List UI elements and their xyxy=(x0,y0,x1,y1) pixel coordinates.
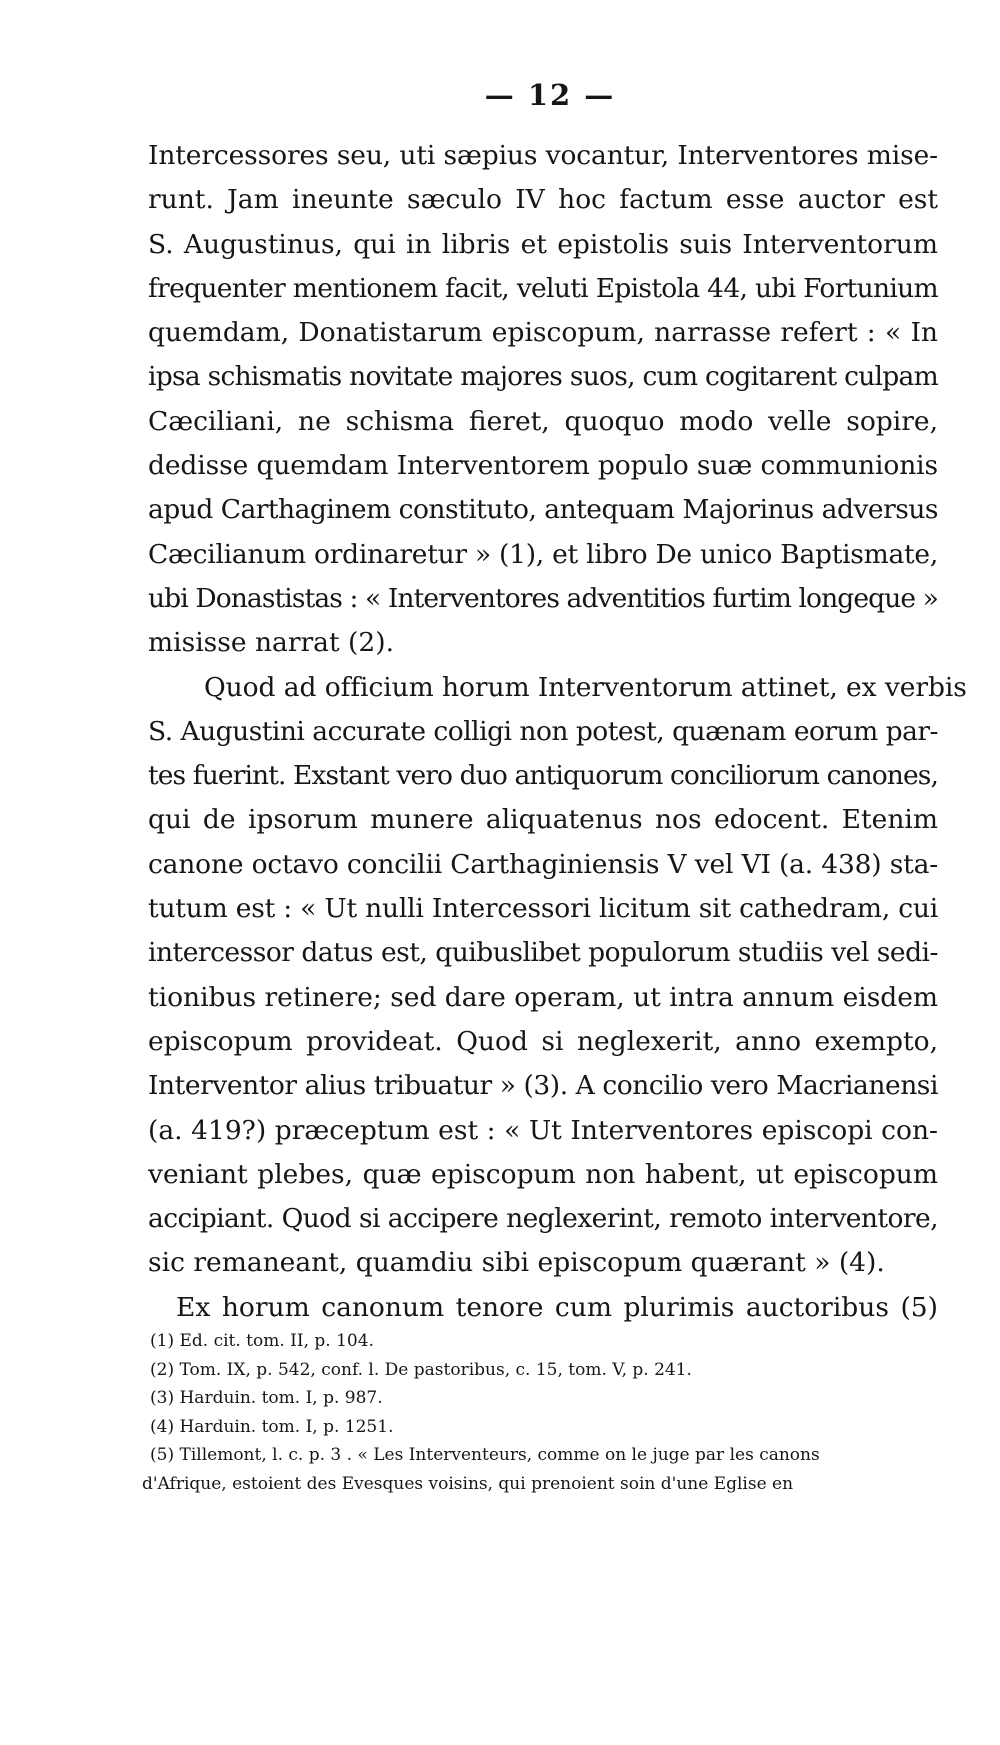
page-number: — 12 — xyxy=(484,78,616,112)
text-line: Intercessores seu, uti sæpius vocantur, Interventores mise- xyxy=(148,140,938,171)
text-line: S. Augustinus, qui in libris et epistolis suis Interventorum xyxy=(148,228,938,260)
text-line: misisse narrat (2). xyxy=(148,627,395,659)
paragraph-2 xyxy=(148,666,967,1286)
paragraph-3 xyxy=(148,1286,938,1330)
footnote: (3) Harduin. tom. I, p. 987. xyxy=(150,1388,383,1408)
text-line: apud Carthaginem constituto, antequam Majorinus adversus xyxy=(148,494,938,526)
footnote: (1) Ed. cit. tom. II, p. 104. xyxy=(150,1331,374,1351)
text-line: Ex horum canonum tenore cum plurimis auctoribus (5) xyxy=(176,1291,938,1323)
footnotes xyxy=(142,1327,940,1498)
text-line: Quod ad officium horum Interventorum attinet, ex verbis xyxy=(204,671,967,703)
footnote-continuation: d'Afrique, estoient des Evesques voisins, qui prenoient soin d'une Eglise en xyxy=(142,1473,794,1494)
text-line: veniant plebes, quæ episcopum non habent, ut episcopum xyxy=(148,1158,938,1190)
paragraph-1 xyxy=(148,134,938,666)
footnote: (5) Tillemont, l. c. p. 3 . « Les Interventeurs, comme on le juge par les canons xyxy=(150,1445,820,1465)
text-line: tutum est : « Ut nulli Intercessori licitum sit cathedram, cui xyxy=(148,893,938,925)
text-line: Interventor alius tribuatur » (3). A concilio vero Macrianensi xyxy=(148,1070,938,1102)
text-line: Cæcilianum ordinaretur » (1), et libro De unico Baptismate, xyxy=(148,538,938,570)
text-line: quemdam, Donatistarum episcopum, narrasse refert : « In xyxy=(148,317,938,349)
footnote: (4) Harduin. tom. I, p. 1251. xyxy=(150,1416,394,1437)
text-line: sic remaneant, quamdiu sibi episcopum quærant » (4). xyxy=(148,1247,885,1279)
text-line: episcopum provideat. Quod si neglexerit, anno exempto, xyxy=(148,1025,938,1057)
main-text xyxy=(148,134,967,1330)
text-line: Cæciliani, ne schisma fieret, quoquo modo velle sopire, xyxy=(148,405,938,437)
text-line: runt. Jam ineunte sæculo IV hoc factum esse auctor est xyxy=(148,184,938,216)
text-line: canone octavo concilii Carthaginiensis V vel VI (a. 438) sta- xyxy=(148,848,938,880)
text-line: intercessor datus est, quibuslibet populorum studiis vel sedi- xyxy=(148,937,938,969)
text-line: (a. 419?) præceptum est : « Ut Interventores episcopi con- xyxy=(148,1114,938,1146)
text-line: qui de ipsorum munere aliquatenus nos edocent. Etenim xyxy=(148,804,938,836)
text-line: ubi Donastistas : « Interventores adventitios furtim longeque » xyxy=(148,582,938,614)
text-line: tionibus retinere; sed dare operam, ut intra annum eisdem xyxy=(148,981,938,1013)
text-line: dedisse quemdam Interventorem populo suæ communionis xyxy=(148,450,938,482)
text-line: ipsa schismatis novitate majores suos, cum cogitarent culpam xyxy=(148,361,938,393)
footnote: (2) Tom. IX, p. 542, conf. l. De pastoribus, c. 15, tom. V, p. 241. xyxy=(150,1359,692,1380)
text-line: frequenter mentionem facit, veluti Epistola 44, ubi Fortunium xyxy=(148,272,938,304)
text-line: tes fuerint. Exstant vero duo antiquorum conciliorum canones, xyxy=(148,760,938,792)
text-line: S. Augustini accurate colligi non potest, quænam eorum par- xyxy=(148,715,938,747)
text-line: accipiant. Quod si accipere neglexerint, remoto interventore, xyxy=(148,1203,938,1235)
